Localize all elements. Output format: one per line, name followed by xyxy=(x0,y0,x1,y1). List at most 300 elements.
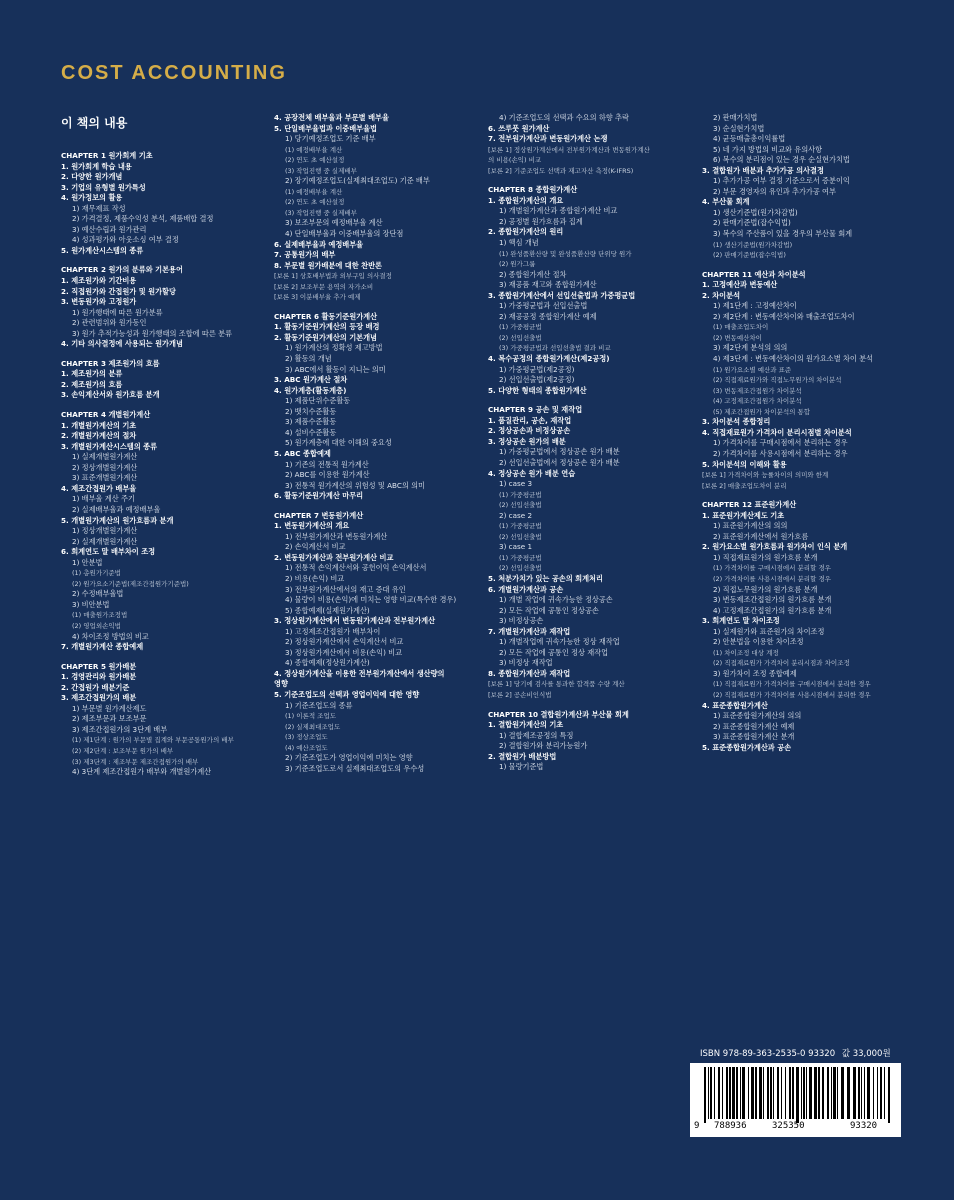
barcode-bar xyxy=(833,1067,836,1119)
barcode-bar xyxy=(837,1067,838,1119)
subsection-item: 1) 가중평균법(제2공정) xyxy=(499,364,575,374)
appendix-note: [보론 1] 정상원가계산에서 전부원가계산과 변동원가계산 xyxy=(488,145,650,154)
section-item: 5. ABC 종합예제 xyxy=(274,448,331,458)
subsection-item: 2) 표준원가계산에서 원가흐름 xyxy=(713,531,809,541)
subsection-item: 1) 당기예정조업도 기준 배부 xyxy=(285,134,376,144)
sub-subsection-item: (4) 예산조업도 xyxy=(285,743,328,752)
subsection-item: 1) 가중평균법에서 정상공손 원가 배분 xyxy=(499,447,620,457)
section-item: 2. 다양한 원가개념 xyxy=(61,172,123,182)
section-item: 3. 개별원가계산시스템의 종류 xyxy=(61,441,158,451)
isbn-text: ISBN 978-89-363-2535-0 93320 xyxy=(700,1049,836,1059)
sub-subsection-item: (1) 가중평균법 xyxy=(499,522,542,531)
sub-subsection-item: (2) 직접재료원가와 직접노무원가의 차이분석 xyxy=(713,376,842,385)
section-item: 7. 개별원가계산과 재작업 xyxy=(488,626,571,636)
subsection-item: 1) 제품단위수준활동 xyxy=(285,396,351,406)
subsection-item: 2) 기준조업도가 영업이익에 미치는 영향 xyxy=(285,753,413,763)
section-item: 5. 단일배부율법과 이중배부율법 xyxy=(274,123,377,133)
section-item: 2. 직접원가와 간접원가 및 원가할당 xyxy=(61,286,176,296)
section-item: 5. 처분가치가 있는 공손의 회계처리 xyxy=(488,573,603,583)
section-item: 2. 활동기준원가계산의 기본개념 xyxy=(274,332,377,342)
subsection-item: 1) 가격차이를 구매시점에서 분리하는 경우 xyxy=(713,438,848,448)
subsection-item: 2) 정상원가계산에서 손익계산서 비교 xyxy=(285,637,404,647)
barcode-bar xyxy=(814,1067,817,1119)
section-item: 2. 종합원가계산의 원리 xyxy=(488,227,564,237)
sub-subsection-item: (3) 작업진행 중 실제배부 xyxy=(285,166,357,175)
sub-subsection-item: (2) 선입선출법 xyxy=(499,564,542,573)
subsection-item: 1) 표준원가계산의 의의 xyxy=(713,521,788,531)
toc-column-1 xyxy=(61,142,271,778)
subsection-item: 2) 정상개별원가계산 xyxy=(72,462,138,472)
subsection-item: 4) 기준조업도의 선택과 수요의 하향 추락 xyxy=(499,113,629,122)
barcode-bar xyxy=(767,1067,769,1119)
subsection-item: 2) 선입선출법(제2공정) xyxy=(499,375,575,385)
section-item: 6. 개별원가계산과 공손 xyxy=(488,584,564,594)
section-item: 1. 개별원가계산의 기초 xyxy=(61,420,137,430)
barcode-bar xyxy=(803,1067,805,1119)
chapter-heading: CHAPTER 9 공손 및 재작업 xyxy=(488,405,583,415)
barcode-bar xyxy=(888,1067,890,1123)
sub-subsection-item: (3) 변동제조간접원가 차이분석 xyxy=(713,386,802,395)
subsection-item: 2) 가격차이를 사용시점에서 분리하는 경우 xyxy=(713,448,848,458)
barcode-bar xyxy=(777,1067,779,1119)
section-item: 영향 xyxy=(274,679,288,689)
section-item: 3. 정상공손 원가의 배분 xyxy=(488,436,566,446)
barcode-bar xyxy=(861,1067,862,1119)
barcode-bar xyxy=(853,1067,856,1119)
sub-subsection-item: (1) 매출조업도차이 xyxy=(713,323,769,332)
sub-subsection-item: (1) 가중평균법 xyxy=(499,490,542,499)
subsection-item: 1) 정상개별원가계산 xyxy=(72,526,138,536)
subsection-item: 3) 보조부문의 예정배부율 계산 xyxy=(285,218,383,228)
subsection-item: 1) 전부원가계산과 변동원가계산 xyxy=(285,531,388,541)
barcode-bar xyxy=(755,1067,757,1119)
barcode xyxy=(690,1063,901,1137)
subsection-item: 3) 재공품 재고와 종합원가계산 xyxy=(499,280,597,290)
subsection-item: 1) 제1단계 : 고정예산차이 xyxy=(713,301,797,311)
subsection-item: 2) 종합원가계산 절차 xyxy=(499,269,567,279)
subsection-item: 1) 안분법 xyxy=(72,557,103,567)
sub-subsection-item: (1) 원가요소별 예산과 표준 xyxy=(713,365,792,374)
chapter-heading: CHAPTER 8 종합원가계산 xyxy=(488,185,578,195)
section-item: 2. 원가요소별 원가흐름과 원가차이 인식 분개 xyxy=(702,542,848,552)
toc-column-3 xyxy=(488,113,698,773)
subsection-item: 4) 성과평가와 아웃소싱 여부 결정 xyxy=(72,235,179,245)
subsection-item: 1) 결합제조공정의 특징 xyxy=(499,730,574,740)
section-item: 4. 정상공손 원가 배분 연습 xyxy=(488,468,576,478)
section-item: 3. ABC 원가계산 절차 xyxy=(274,375,348,385)
sub-subsection-item: (2) 실제최대조업도 xyxy=(285,722,341,731)
barcode-bar xyxy=(759,1067,762,1119)
sub-subsection-item: (5) 제조간접원가 차이분석의 통합 xyxy=(713,407,811,416)
subsection-item: 1) 물량기준법 xyxy=(499,762,544,772)
subsection-item: 2) 뱃치수준활동 xyxy=(285,406,337,416)
sub-subsection-item: (2) 연도 초 예산설정 xyxy=(285,156,345,165)
section-item: 5. 원가계산시스템의 종류 xyxy=(61,245,144,255)
subsection-item: 2) 관련범위와 원가동인 xyxy=(72,318,147,328)
sub-subsection-item: (3) 작업진행 중 실제배부 xyxy=(285,208,357,217)
subsection-item: 1) 개별원가계산과 종합원가계산 비교 xyxy=(499,206,618,216)
section-item: 1. 제조원가와 기간비용 xyxy=(61,276,137,286)
subsection-item: 3) 전부원가계산에서의 재고 증대 유인 xyxy=(285,584,406,594)
section-item: 2. 정상공손과 비정상공손 xyxy=(488,426,571,436)
sub-subsection-item: (2) 가격차이를 사용시점에서 분리할 경우 xyxy=(713,574,831,583)
section-item: 3. 결합원가 배분과 추가가공 의사결정 xyxy=(702,165,824,175)
subsection-item: 4) 물량이 비용(손익)에 미치는 영향 비교(특수한 경우) xyxy=(285,595,457,605)
chapter-heading: CHAPTER 12 표준원가계산 xyxy=(702,500,797,510)
subsection-item: 4) 단일배부율과 이중배부율의 장단점 xyxy=(285,229,404,239)
subsection-item: 1) 개별 작업에 귀속가능한 정상공손 xyxy=(499,595,613,605)
subsection-item: 3) 전통적 원가계산의 위험성 및 ABC의 의미 xyxy=(285,480,425,490)
barcode-bar xyxy=(831,1067,832,1119)
chapter-heading: CHAPTER 11 예산과 차이분석 xyxy=(702,269,806,279)
subsection-item: 2) 수정배부율법 xyxy=(72,589,124,599)
subsection-item: 2) 판매가치법 xyxy=(713,113,758,122)
section-item: 4. 원가정보의 활용 xyxy=(61,193,123,203)
section-item: 2. 개별원가계산의 절차 xyxy=(61,431,137,441)
section-item: 3. 손익계산서와 원가흐름 분개 xyxy=(61,390,160,400)
section-item: 4. 표준종합원가계산 xyxy=(702,700,768,710)
subsection-item: 2) ABC를 이용한 원가계산 xyxy=(285,470,370,480)
barcode-bar xyxy=(748,1067,749,1119)
barcode-bar xyxy=(827,1067,829,1119)
section-item: 6. 실제배부율과 예정배부율 xyxy=(274,239,364,249)
section-item: 1. 표준원가계산제도 기초 xyxy=(702,510,785,520)
barcode-bar xyxy=(785,1067,786,1119)
appendix-note: [보론 1] 상호배부법과 외부구입 의사결정 xyxy=(274,272,392,281)
subsection-item: 3) ABC에서 활동이 지니는 의미 xyxy=(285,364,386,374)
subsection-item: 2) 결합원가와 분리가능원가 xyxy=(499,741,588,751)
subsection-item: 3) 제조간접원가의 3단계 배부 xyxy=(72,724,168,734)
barcode-bar xyxy=(806,1067,807,1119)
sub-subsection-item: (1) 생산기준법(원가차감법) xyxy=(713,240,793,249)
subsection-item: 3) 제품수준활동 xyxy=(285,417,337,427)
sub-subsection-item: (1) 이론적 조업도 xyxy=(285,712,337,721)
section-item: 2. 결합원가 배분방법 xyxy=(488,751,557,761)
subsection-item: 5) 원가계층에 대한 이해의 중요성 xyxy=(285,438,392,448)
barcode-digit-group: 325350 xyxy=(772,1121,805,1131)
subsection-item: 2) 활동의 개념 xyxy=(285,354,332,364)
section-item: 1. 종합원가계산의 개요 xyxy=(488,195,564,205)
section-item: 3. 종합원가계산에서 선입선출법과 가중평균법 xyxy=(488,290,636,300)
isbn-price-line xyxy=(700,1047,891,1059)
barcode-bar xyxy=(770,1067,772,1119)
subsection-item: 1) 직접재료원가의 원가흐름 분개 xyxy=(713,552,818,562)
price-text: 값 33,000원 xyxy=(841,1049,891,1059)
subsection-item: 2) 공정별 원가흐름과 집계 xyxy=(499,216,583,226)
section-item: 1. 원가회계 학습 내용 xyxy=(61,161,132,171)
sub-subsection-item: (2) 선입선출법 xyxy=(499,501,542,510)
subsection-item: 3) 원가차이 조정 종합예제 xyxy=(713,668,797,678)
sub-subsection-item: (1) 총원가기준법 xyxy=(72,569,121,578)
sub-subsection-item: (2) 원가요소기준법(제조간접원가기준법) xyxy=(72,579,189,588)
section-item: 1. 결합원가계산의 기초 xyxy=(488,720,564,730)
appendix-note: [보론 2] 공손비인식법 xyxy=(488,690,552,699)
section-item: 4. 제조간접원가 배부율 xyxy=(61,483,137,493)
chapter-heading: CHAPTER 5 원가배분 xyxy=(61,661,137,671)
toc-column-4 xyxy=(702,113,912,753)
section-item: 4. 직접재료원가 가격차이 분리시점별 차이분석 xyxy=(702,427,852,437)
barcode-bar xyxy=(880,1067,882,1119)
subsection-item: 2) 선입선출법에서 정상공손 원가 배분 xyxy=(499,457,620,467)
sub-subsection-item: (1) 가중평균법 xyxy=(499,553,542,562)
sub-subsection-item: (1) 완성품환산량 및 완성품환산량 단위당 원가 xyxy=(499,249,632,258)
section-item: 3. 제조간접원가의 배분 xyxy=(61,693,137,703)
subsection-item: 2) 제2단계 : 변동예산차이와 매출조업도차이 xyxy=(713,311,855,321)
section-item: 3. 변동원가와 고정원가 xyxy=(61,297,137,307)
subsection-item: 1) 표준종합원가계산의 의의 xyxy=(713,711,802,721)
barcode-bar xyxy=(789,1067,791,1119)
section-item: 4. 정상원가계산을 이용한 전부원가계산에서 생산량의 xyxy=(274,668,445,678)
barcode-bar xyxy=(884,1067,885,1119)
subsection-item: 1) 원가계산의 정확성 제고방법 xyxy=(285,343,383,353)
barcode-bar xyxy=(704,1067,706,1123)
section-item: 4. 부산물 회계 xyxy=(702,197,750,207)
barcode-bar xyxy=(873,1067,874,1119)
subsection-item: 1) 추가가공 여부 결정 기준으로서 증분이익 xyxy=(713,176,850,186)
sub-subsection-item: (2) 직접재료원가 가격차이를 사용시점에서 분리한 경우 xyxy=(713,690,871,699)
sub-subsection-item: (1) 가중평균법 xyxy=(499,323,542,332)
section-item: 8. 부문별 원가배분에 대한 찬반론 xyxy=(274,260,383,270)
barcode-bar xyxy=(742,1067,745,1119)
appendix-note: [보론 2] 기준조업도 선택과 재고자산 측정(K-IFRS) xyxy=(488,166,634,175)
section-item: 4. 원가계층(활동계층) xyxy=(274,385,347,395)
barcode-bar xyxy=(732,1067,735,1119)
barcode-bar xyxy=(877,1067,878,1119)
chapter-heading: CHAPTER 1 원가회계 기초 xyxy=(61,151,153,160)
subsection-item: 1) 부문별 원가계산제도 xyxy=(72,703,147,713)
barcode-bar xyxy=(822,1067,824,1119)
sub-subsection-item: (1) 예정배부율 계산 xyxy=(285,187,343,196)
section-item: 5. 기준조업도의 선택과 영업이익에 대한 영향 xyxy=(274,689,420,699)
subsection-item: 4) 종합예제(정상원가계산) xyxy=(285,658,370,668)
sub-subsection-item: (1) 매출원가조정법 xyxy=(72,611,128,620)
section-item: 1. 품질관리, 공손, 재작업 xyxy=(488,415,572,425)
subsection-item: 2) 안분법을 이용한 차이조정 xyxy=(713,637,804,647)
sub-subsection-item: (2) 제2단계 : 보조부문 원가의 배부 xyxy=(72,746,174,755)
barcode-bar xyxy=(809,1067,812,1119)
barcode-bar xyxy=(773,1067,774,1119)
sub-subsection-item: (2) 연도 초 예산설정 xyxy=(285,198,345,207)
subsection-item: 1) 전통적 손익계산서와 공헌이익 손익계산서 xyxy=(285,563,427,573)
section-item: 1. 변동원가계산의 개요 xyxy=(274,521,350,531)
subsection-item: 4) 설비수준활동 xyxy=(285,427,337,437)
subsection-item: 5) 종합예제(실제원가계산) xyxy=(285,605,370,615)
appendix-note: 의 비용(손익) 비교 xyxy=(488,156,542,165)
subsection-item: 1) 생산기준법(원가차감법) xyxy=(713,207,798,217)
section-item: 2. 간접원가 배분기준 xyxy=(61,682,130,692)
subsection-item: 3) 비안분법 xyxy=(72,599,110,609)
subsection-item: 2) 모든 작업에 공통인 정상 재작업 xyxy=(499,647,609,657)
section-item: 6. 회계연도 말 배부차이 조정 xyxy=(61,547,156,557)
subsection-item: 2) 모든 작업에 공통인 정상공손 xyxy=(499,605,599,615)
barcode-bar xyxy=(792,1067,794,1119)
subsection-item: 1) 기존의 전통적 원가계산 xyxy=(285,459,369,469)
appendix-note: [보론 2] 보조부문 용역의 자가소비 xyxy=(274,282,374,291)
sub-subsection-item: (3) 제3단계 : 제조부문 제조간접원가의 배부 xyxy=(72,757,199,766)
section-item: 1. 경영관리와 원가배분 xyxy=(61,672,137,682)
subsection-item: 2) 가격결정, 제품수익성 분석, 제품배합 결정 xyxy=(72,214,214,224)
subsection-item: 3) 순실현가치법 xyxy=(713,123,765,133)
section-item: 5. 표준종합원가계산과 공손 xyxy=(702,742,792,752)
sub-subsection-item: (2) 판매기준법(잡수익법) xyxy=(713,251,786,260)
section-item: 1. 활동기준원가계산의 등장 배경 xyxy=(274,322,380,332)
barcode-bar xyxy=(729,1067,731,1119)
subsection-item: 1) 실제개별원가계산 xyxy=(72,452,138,462)
section-item: 3. 회계연도 말 차이조정 xyxy=(702,616,780,626)
chapter-heading: CHAPTER 7 변동원가계산 xyxy=(274,510,364,520)
subsection-item: 2) 비용(손익) 비교 xyxy=(285,573,345,583)
barcode-bar xyxy=(726,1067,728,1119)
appendix-note: [보론 1] 당기에 검사를 통과한 합격품 수량 계산 xyxy=(488,680,625,689)
barcode-bar xyxy=(718,1067,720,1119)
subsection-item: 2) 표준종합원가계산 예제 xyxy=(713,721,795,731)
section-item: 4. 기타 의사결정에 사용되는 원가개념 xyxy=(61,339,183,349)
sub-subsection-item: (1) 차이조정 대상 계정 xyxy=(713,648,779,657)
subsection-item: 3) 표준개별원가계산 xyxy=(72,473,138,483)
subsection-item: 4) 제3단계 : 변동예산차이의 원가요소별 차이 분석 xyxy=(713,354,874,364)
barcode-bar xyxy=(740,1067,741,1119)
barcode-bar xyxy=(847,1067,850,1119)
subsection-item: 2) 재공공정 종합원가계산 예제 xyxy=(499,311,597,321)
subsection-item: 1) 가중평균법과 선입선출법 xyxy=(499,301,588,311)
subsection-item: 2) 실제배부율과 예정배부율 xyxy=(72,504,161,514)
chapter-heading: CHAPTER 4 개별원가계산 xyxy=(61,410,151,420)
subsection-item: 3) 비정상 재작업 xyxy=(499,658,553,668)
sub-subsection-item: (1) 가격차이를 구매시점에서 분리할 경우 xyxy=(713,564,831,573)
barcode-bar xyxy=(736,1067,738,1119)
sub-subsection-item: (3) 정상조업도 xyxy=(285,733,328,742)
subsection-item: 6) 복수의 분리점이 있는 경우 순실현가치법 xyxy=(713,155,850,165)
chapter-heading: CHAPTER 2 원가의 분류와 기본용어 xyxy=(61,265,183,275)
sub-subsection-item: (2) 선입선출법 xyxy=(499,532,542,541)
subsection-item: 3) 제2단계 분석의 의의 xyxy=(713,343,788,353)
subsection-item: 2) 판매기준법(잡수익법) xyxy=(713,218,791,228)
subsection-item: 3) 정상원가계산에서 비용(손익) 비교 xyxy=(285,647,403,657)
subsection-item: 2) 직접노무원가의 원가흐름 분개 xyxy=(713,584,818,594)
barcode-bar xyxy=(781,1067,782,1119)
sub-subsection-item: (4) 고정제조간접원가 차이분석 xyxy=(713,397,802,406)
barcode-bar xyxy=(722,1067,723,1119)
sub-subsection-item: (2) 직접재료원가 가격차이 분리시점과 차이조정 xyxy=(713,659,850,668)
section-item: 6. 쓰루풋 원가계산 xyxy=(488,123,550,133)
section-item: 8. 종합원가계산과 재작업 xyxy=(488,668,571,678)
subsection-item: 1) 원가행태에 따른 원가분류 xyxy=(72,307,163,317)
barcode-digit-group: 93320 xyxy=(850,1121,878,1131)
subsection-item: 4) 고정제조간접원가의 원가흐름 분개 xyxy=(713,605,832,615)
section-item: 4. 복수공정의 종합원가계산(제2공정) xyxy=(488,354,610,364)
barcode-digit-group: 9 xyxy=(694,1121,700,1131)
barcode-digits xyxy=(690,1121,901,1135)
subsection-item: 1) 기준조업도의 종류 xyxy=(285,700,353,710)
subsection-item: 2) 손익계산서 비교 xyxy=(285,542,346,552)
section-item: 3. 차이분석 종합정리 xyxy=(702,417,771,427)
barcode-bar xyxy=(858,1067,860,1119)
toc-column-2 xyxy=(274,113,484,774)
subsection-item: 2) 부문 경영자의 유인과 추가가공 여부 xyxy=(713,186,836,196)
sub-subsection-item: (2) 영업외손익법 xyxy=(72,621,121,630)
barcode-bar xyxy=(801,1067,802,1119)
barcode-bar xyxy=(710,1067,712,1119)
chapter-heading: CHAPTER 6 활동기준원가계산 xyxy=(274,311,378,321)
subsection-item: 4) 차이조정 방법의 비교 xyxy=(72,631,149,641)
subsection-item: 1) 재무제표 작성 xyxy=(72,203,126,213)
appendix-note: [보론 3] 이분배부율 추가 예제 xyxy=(274,293,361,302)
subsection-item: 3) 원가 추적가능성과 원가행태의 조합에 따른 분류 xyxy=(72,328,232,338)
subsection-item: 3) 복수의 주산품이 있을 경우의 부산물 회계 xyxy=(713,229,853,239)
sub-subsection-item: (1) 제1단계 : 원가의 부문별 집계와 부문공통원가의 배부 xyxy=(72,736,234,745)
section-item: 7. 전부원가계산과 변동원가계산 논쟁 xyxy=(488,134,608,144)
subsection-item: 3) 예산수립과 원가관리 xyxy=(72,224,147,234)
subsection-item: 1) case 3 xyxy=(499,479,533,489)
chapter-heading: CHAPTER 3 제조원가의 흐름 xyxy=(61,358,160,368)
chapter-heading: CHAPTER 10 결합원가계산과 부산물 회계 xyxy=(488,709,629,719)
book-series-title: COST ACCOUNTING xyxy=(61,62,287,84)
barcode-bar xyxy=(763,1067,764,1119)
subsection-item: 1) 배부율 계산 주기 xyxy=(72,494,135,504)
section-item: 5. 다양한 형태의 종합원가계산 xyxy=(488,385,587,395)
appendix-note: [보론 2] 매출조업도차이 분리 xyxy=(702,481,787,490)
sub-subsection-item: (1) 예정배부율 계산 xyxy=(285,145,343,154)
section-item: 5. 차이분석의 이해와 활용 xyxy=(702,459,787,469)
section-item: 3. 정상원가계산에서 변동원가계산과 전부원가계산 xyxy=(274,616,436,626)
sub-subsection-item: (1) 직접재료원가 가격차이를 구매시점에서 분리한 경우 xyxy=(713,680,871,689)
sub-subsection-item: (2) 원가그룹 xyxy=(499,260,536,269)
subsection-item: 3) case 1 xyxy=(499,542,533,552)
section-item: 2. 변동원가계산과 전부원가계산 비교 xyxy=(274,552,394,562)
subsection-item: 2) case 2 xyxy=(499,510,533,520)
barcode-bar xyxy=(841,1067,844,1119)
barcode-bars xyxy=(690,1063,901,1123)
subsection-item: 3) 비정상공손 xyxy=(499,616,544,626)
section-item: 2. 제조원가의 흐름 xyxy=(61,379,123,389)
barcode-bar xyxy=(867,1067,870,1119)
subsection-item: 4) 3단계 제조간접원가 배부와 개별원가계산 xyxy=(72,767,212,777)
subsection-item: 4) 균등매출총이익률법 xyxy=(713,134,786,144)
subsection-item: 1) 핵심 개념 xyxy=(499,238,539,248)
section-item: 6. 활동기준원가계산 마무리 xyxy=(274,491,364,501)
toc-heading: 이 책의 내용 xyxy=(61,116,128,130)
sub-subsection-item: (2) 선입선출법 xyxy=(499,333,542,342)
appendix-note: [보론 1] 가격차이와 능률차이의 의미와 한계 xyxy=(702,471,829,480)
section-item: 4. 공장전체 배부율과 부문별 배부율 xyxy=(274,113,389,122)
sub-subsection-item: (3) 가중평균법과 선입선출법 결과 비교 xyxy=(499,344,611,353)
section-item: 7. 개별원가계산 종합예제 xyxy=(61,642,144,652)
section-item: 1. 제조원가의 분류 xyxy=(61,369,123,379)
subsection-item: 1) 실제원가와 표준원가의 차이조정 xyxy=(713,626,825,636)
barcode-bar xyxy=(864,1067,865,1119)
subsection-item: 2) 장기예정조업도(실제최대조업도) 기준 배부 xyxy=(285,176,430,186)
barcode-bar xyxy=(818,1067,820,1119)
section-item: 3. 기업의 유형별 원가특성 xyxy=(61,182,146,192)
barcode-bar xyxy=(796,1067,799,1123)
barcode-bar xyxy=(708,1067,709,1119)
section-item: 1. 고정예산과 변동예산 xyxy=(702,280,778,290)
barcode-digit-group: 788936 xyxy=(714,1121,747,1131)
section-item: 5. 개별원가계산의 원가흐름과 분개 xyxy=(61,515,174,525)
subsection-item: 3) 변동제조간접원가의 원가흐름 분개 xyxy=(713,595,832,605)
barcode-bar xyxy=(714,1067,715,1119)
subsection-item: 2) 제조부문과 보조부문 xyxy=(72,714,147,724)
subsection-item: 3) 표준종합원가계산 분개 xyxy=(713,732,795,742)
subsection-item: 5) 네 가지 방법의 비교와 유의사항 xyxy=(713,144,823,154)
barcode-bar xyxy=(751,1067,754,1119)
subsection-item: 3) 기준조업도로서 실제최대조업도의 우수성 xyxy=(285,763,425,773)
subsection-item: 2) 실제개별원가계산 xyxy=(72,536,138,546)
sub-subsection-item: (2) 변동예산차이 xyxy=(713,333,762,342)
subsection-item: 1) 고정제조간접원가 배부차이 xyxy=(285,626,381,636)
section-item: 2. 차이분석 xyxy=(702,290,741,300)
section-item: 7. 공통원가의 배부 xyxy=(274,250,336,260)
